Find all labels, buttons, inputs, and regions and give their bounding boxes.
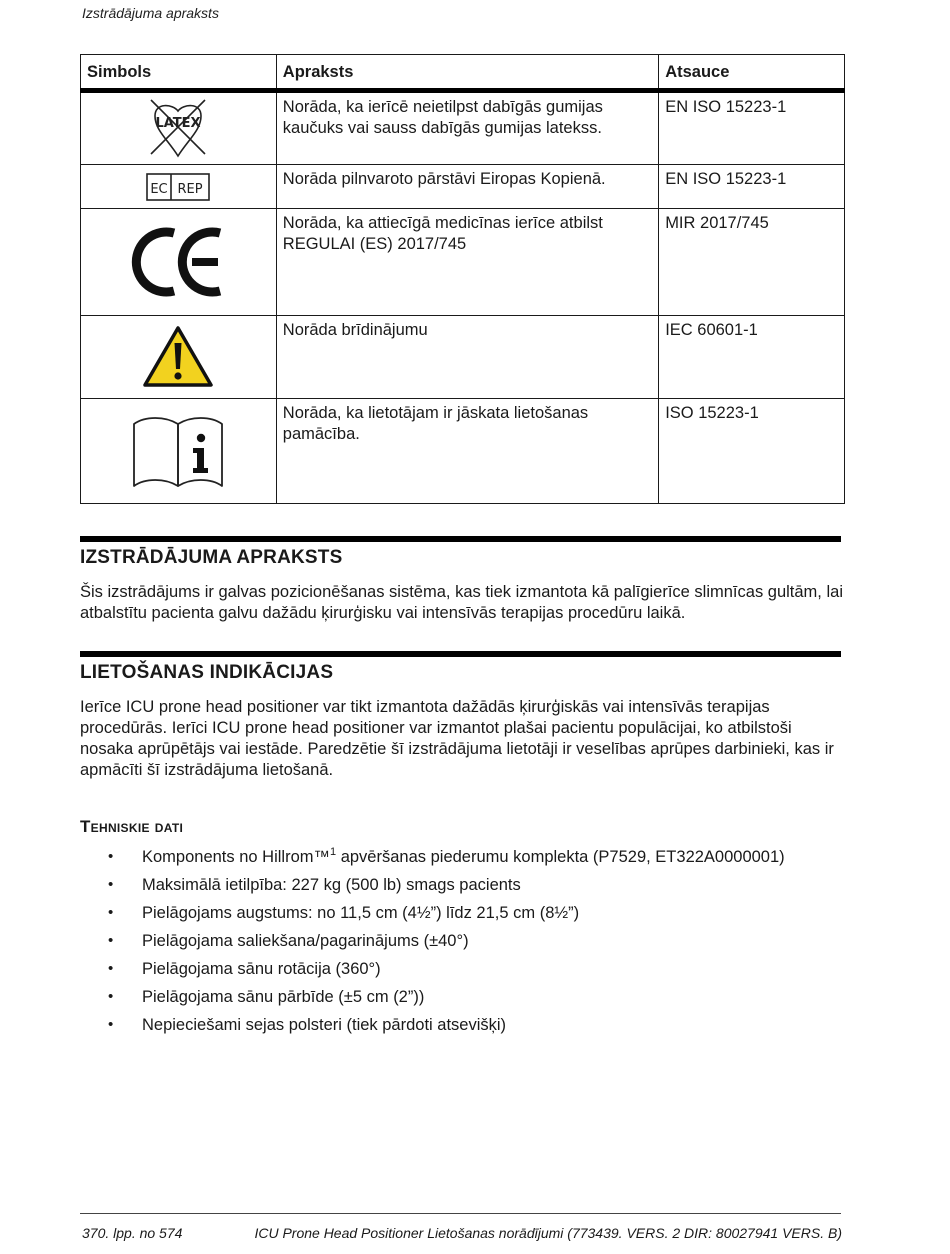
instructions-icon [131,412,225,490]
symbol-cell [81,399,277,504]
symbol-cell [81,316,277,399]
footer-divider [80,1213,841,1214]
list-item: • Pielāgojams augstums: no 11,5 cm (4½”) līdz 21,5 cm (8½”) [108,901,785,929]
column-header-reference: Atsauce [659,55,845,91]
reference-cell: EN ISO 15223-1 [659,91,845,165]
reference-cell: IEC 60601-1 [659,316,845,399]
reference-cell: EN ISO 15223-1 [659,165,845,209]
ec-label: EC [150,181,169,197]
item-text: apvēršanas piederumu komplekta (P7529, ET322A0000001) [336,848,785,866]
list-item: • Maksimālā ietilpība: 227 kg (500 lb) smags pacients [108,873,785,901]
rep-label: REP [177,181,203,197]
page-number: 370. lpp. no 574 [82,1225,183,1241]
table-row [81,209,845,316]
description-cell: Norāda, ka ierīcē neietilpst dabīgās gumijas kaučuks vai sauss dabīgās gumijas latekss. [276,91,658,165]
description-cell: Norāda, ka attiecīgā medicīnas ierīce atbilst REGULAI (ES) 2017/745 [276,209,658,316]
warning-icon [142,325,214,389]
ce-mark-icon [130,227,226,297]
table-header-row [81,55,845,91]
footnote-marker: 1 [330,846,337,858]
product-description-text: Šis izstrādājums ir galvas pozicionēšanas sistēma, kas tiek izmantota kā palīgierīce slimnīcas gultām, lai atbalstītu pacienta galvu dažādu ķirurģisku vai intensīvās terapijas procedūru laikā. [80,583,843,622]
list-item: • Nepieciešami sejas polsteri (tiek pārdoti atsevišķi) [108,1013,785,1041]
symbol-cell [81,165,277,209]
list-item: • Pielāgojama sānu pārbīde (±5 cm (2”)) [108,985,785,1013]
ec-rep-icon [146,172,210,202]
description-cell: Norāda, ka lietotājam ir jāskata lietošanas pamācība. [276,399,658,504]
item-text: Komponents no Hillrom™ [142,848,330,866]
document-reference: ICU Prone Head Positioner Lietošanas norādījumi (773439. VERS. 2 DIR: 80027941 VERS. B) [254,1225,842,1241]
column-header-description: Apraksts [276,55,658,91]
description-cell: Norāda brīdinājumu [276,316,658,399]
indications-title: LIETOŠANAS INDIKĀCIJAS [80,662,334,683]
product-description-title: IZSTRĀDĀJUMA APRAKSTS [80,547,343,568]
reference-cell: ISO 15223-1 [659,399,845,504]
table-row [81,165,845,209]
technical-data-title: Tehniskie dati [80,817,184,836]
description-cell: Norāda pilnvaroto pārstāvi Eiropas Kopienā. [276,165,658,209]
column-header-symbol: Simbols [81,55,277,91]
no-latex-icon [143,94,213,164]
indications-text: Ierīce ICU prone head positioner var tikt izmantota dažādās ķirurģiskās vai intensīvās terapijas procedūrās. Ierīci ICU prone head positioner var izmantot plašai pacientu populācijai, ko atbilstoši nosaka aprūpētājs vai iestāde. Paredzētie šī izstrādājuma lietotāji ir veselības aprūpes darbinieki, kas ir apmācīti šī izstrādājuma lietošanā. [80,698,834,779]
reference-cell: MIR 2017/745 [659,209,845,316]
table-row [81,316,845,399]
list-item: • Pielāgojama sānu rotācija (360°) [108,957,785,985]
technical-data-list [108,845,785,1041]
symbol-cell [81,209,277,316]
table-row [81,91,845,165]
list-item: • Pielāgojama saliekšana/pagarinājums (±40°) [108,929,785,957]
running-header: Izstrādājuma apraksts [82,5,219,21]
section-divider [80,536,841,542]
symbols-table [80,54,845,504]
list-item [108,845,785,873]
symbol-cell [81,91,277,165]
latex-label: LATEX [155,115,201,131]
table-row [81,399,845,504]
section-divider [80,651,841,657]
